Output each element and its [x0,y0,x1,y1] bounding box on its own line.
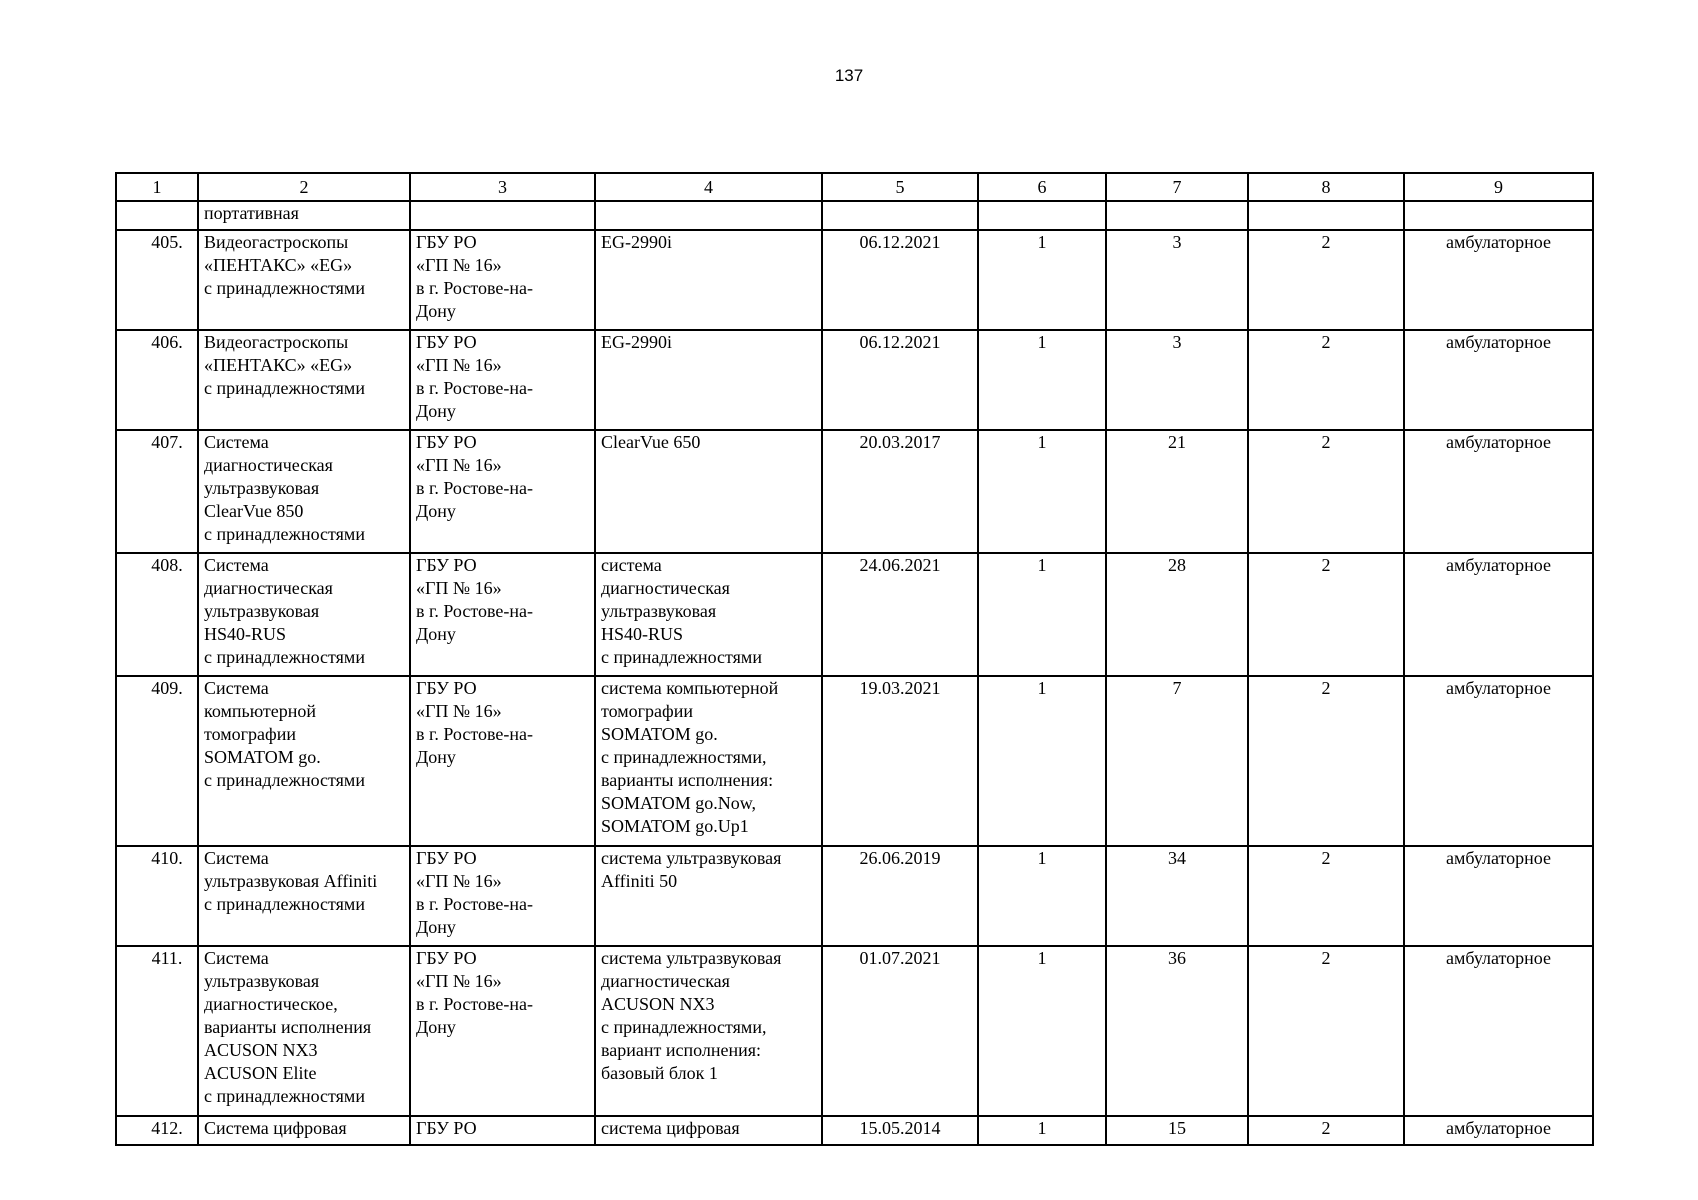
header-cell: 8 [1248,173,1404,201]
cell-date: 24.06.2021 [822,553,978,676]
table-row [116,676,1593,846]
cell-empty [116,201,198,230]
cell-date: 20.03.2017 [822,430,978,553]
cell-col7: 3 [1106,230,1248,330]
cell-empty [410,201,595,230]
cell-name: Система ультразвуковая Affiniti с принадлежностями [198,846,410,946]
header-row [116,173,1593,201]
cell-model: система компьютерной томографии SOMATOM go. с принадлежностями, варианты исполнения: SOMATOM go.Now, SOMATOM go.Up1 [595,676,822,846]
table-row [116,430,1593,553]
cell-organization: ГБУ РО «ГП № 16» в г. Ростове-на- Дону [410,676,595,846]
cell-type: амбулаторное [1404,846,1593,946]
cell-col6: 1 [978,946,1106,1116]
cell-organization: ГБУ РО «ГП № 16» в г. Ростове-на- Дону [410,946,595,1116]
cell-name: Система диагностическая ультразвуковая ClearVue 850 с принадлежностями [198,430,410,553]
cell-col7: 34 [1106,846,1248,946]
cell-col8: 2 [1248,430,1404,553]
cell-model: система ультразвуковая Affiniti 50 [595,846,822,946]
header-cell: 3 [410,173,595,201]
table-row [116,553,1593,676]
cell-number: 405. [116,230,198,330]
cell-type: амбулаторное [1404,230,1593,330]
cell-col6: 1 [978,330,1106,430]
cell-col7: 7 [1106,676,1248,846]
cell-model: ClearVue 650 [595,430,822,553]
table-row [116,1116,1593,1145]
cell-model: система ультразвуковая диагностическая ACUSON NX3 с принадлежностями, вариант исполнения: базовый блок 1 [595,946,822,1116]
cell-organization: ГБУ РО «ГП № 16» в г. Ростове-на- Дону [410,330,595,430]
cell-empty [1248,201,1404,230]
cell-number: 406. [116,330,198,430]
cell-name: Система диагностическая ультразвуковая HS40-RUS с принадлежностями [198,553,410,676]
cell-name: Система ультразвуковая диагностическое, варианты исполнения ACUSON NX3 ACUSON Elite с принадлежностями [198,946,410,1116]
cell-name: Система компьютерной томографии SOMATOM go. с принадлежностями [198,676,410,846]
header-cell: 4 [595,173,822,201]
cell-number: 412. [116,1116,198,1145]
cell-col7: 21 [1106,430,1248,553]
cell-model: EG-2990i [595,230,822,330]
cell-col7: 36 [1106,946,1248,1116]
header-cell: 5 [822,173,978,201]
page-number: 137 [834,66,864,85]
cell-empty [978,201,1106,230]
cell-name: Видеогастроскопы «ПЕНТАКС» «EG» с принадлежностями [198,330,410,430]
cell-col6: 1 [978,676,1106,846]
cell-col7: 15 [1106,1116,1248,1145]
cell-organization: ГБУ РО «ГП № 16» в г. Ростове-на- Дону [410,846,595,946]
cell-name: Видеогастроскопы «ПЕНТАКС» «EG» с принадлежностями [198,230,410,330]
header-cell: 1 [116,173,198,201]
cell-type: амбулаторное [1404,430,1593,553]
cell-col7: 28 [1106,553,1248,676]
table-row [116,230,1593,330]
cell-name: Система цифровая [198,1116,410,1145]
cell-empty [1404,201,1593,230]
cell-type: амбулаторное [1404,330,1593,430]
cell-empty [595,201,822,230]
equipment-table [115,172,1594,1146]
cell-type: амбулаторное [1404,946,1593,1116]
cell-organization: ГБУ РО «ГП № 16» в г. Ростове-на- Дону [410,230,595,330]
cell-name: портативная [198,201,410,230]
cell-col6: 1 [978,846,1106,946]
header-cell: 7 [1106,173,1248,201]
table-row [116,946,1593,1116]
cell-date: 06.12.2021 [822,330,978,430]
cell-empty [1106,201,1248,230]
cell-col6: 1 [978,430,1106,553]
cell-date: 26.06.2019 [822,846,978,946]
cell-col6: 1 [978,230,1106,330]
cell-col8: 2 [1248,1116,1404,1145]
cell-model: EG-2990i [595,330,822,430]
header-cell: 6 [978,173,1106,201]
cell-date: 06.12.2021 [822,230,978,330]
cell-type: амбулаторное [1404,553,1593,676]
cell-number: 408. [116,553,198,676]
continuation-row [116,201,1593,230]
cell-organization: ГБУ РО «ГП № 16» в г. Ростове-на- Дону [410,430,595,553]
cell-col8: 2 [1248,676,1404,846]
cell-number: 410. [116,846,198,946]
cell-number: 411. [116,946,198,1116]
cell-col8: 2 [1248,230,1404,330]
table-row [116,846,1593,946]
cell-col6: 1 [978,553,1106,676]
cell-date: 01.07.2021 [822,946,978,1116]
cell-empty [822,201,978,230]
cell-organization: ГБУ РО [410,1116,595,1145]
header-cell: 9 [1404,173,1593,201]
cell-col6: 1 [978,1116,1106,1145]
cell-organization: ГБУ РО «ГП № 16» в г. Ростове-на- Дону [410,553,595,676]
cell-col8: 2 [1248,330,1404,430]
cell-col8: 2 [1248,946,1404,1116]
cell-date: 15.05.2014 [822,1116,978,1145]
cell-col7: 3 [1106,330,1248,430]
cell-type: амбулаторное [1404,676,1593,846]
cell-col8: 2 [1248,553,1404,676]
cell-number: 409. [116,676,198,846]
cell-model: система диагностическая ультразвуковая HS40-RUS с принадлежностями [595,553,822,676]
table-row [116,330,1593,430]
cell-date: 19.03.2021 [822,676,978,846]
cell-col8: 2 [1248,846,1404,946]
header-cell: 2 [198,173,410,201]
cell-type: амбулаторное [1404,1116,1593,1145]
cell-model: система цифровая [595,1116,822,1145]
cell-number: 407. [116,430,198,553]
